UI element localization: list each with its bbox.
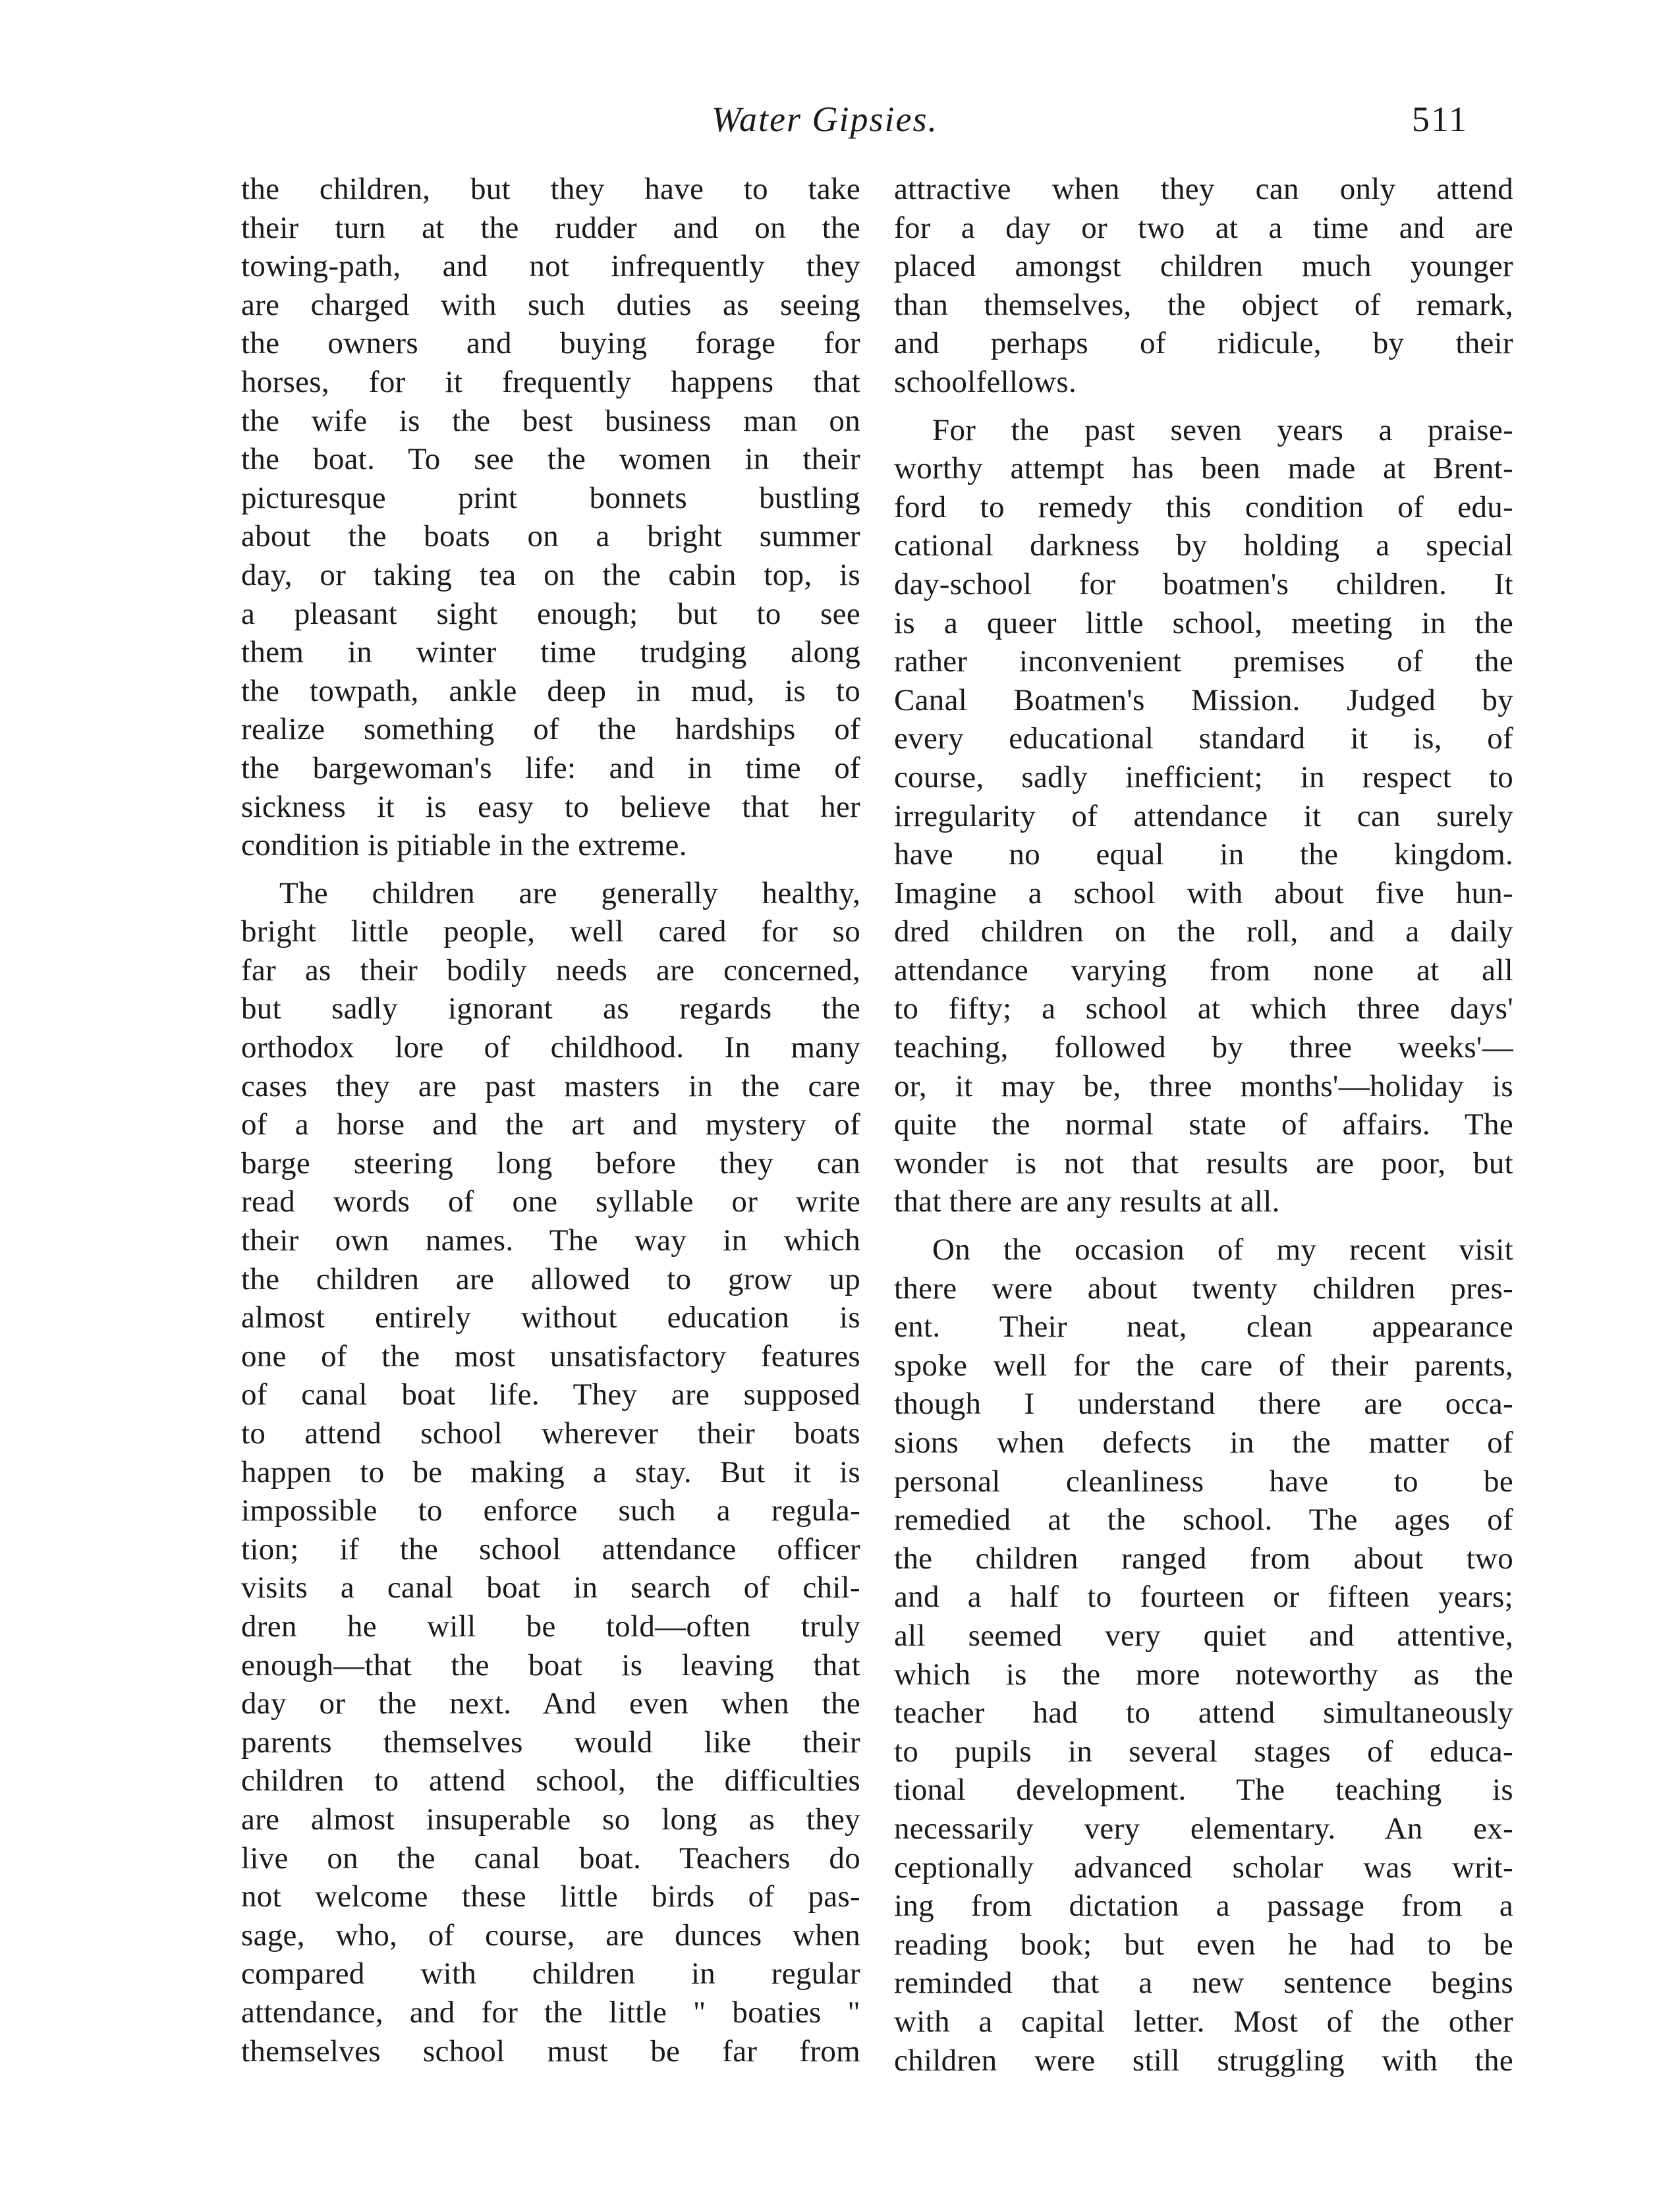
text-line: not welcome these little birds of pas- xyxy=(241,1879,860,1914)
text-line: remedied at the school. The ages of xyxy=(894,1503,1513,1538)
text-line: their turn at the rudder and on the xyxy=(241,210,860,245)
text-line: reading book; but even he had to be xyxy=(894,1927,1513,1962)
text-line: Canal Boatmen's Mission. Judged by xyxy=(894,682,1513,717)
text-line: rather inconvenient premises of the xyxy=(894,644,1513,679)
text-line: day-school for boatmen's children. It xyxy=(894,567,1513,601)
text-line: their own names. The way in which xyxy=(241,1223,860,1258)
text-line: sickness it is easy to believe that her xyxy=(241,789,860,824)
text-line: than themselves, the object of remark, xyxy=(894,287,1513,322)
text-line: quite the normal state of affairs. The xyxy=(894,1107,1513,1142)
text-line: with a capital letter. Most of the other xyxy=(894,2004,1513,2039)
text-line: Imagine a school with about five hun- xyxy=(894,875,1513,910)
text-line: condition is pitiable in the extreme. xyxy=(241,828,687,863)
text-line: to fifty; a school at which three days' xyxy=(894,991,1513,1026)
text-line: but sadly ignorant as regards the xyxy=(241,991,860,1026)
text-line: that there are any results at all. xyxy=(894,1184,1280,1219)
text-line: is a queer little school, meeting in the xyxy=(894,605,1513,640)
text-line: the wife is the best business man on xyxy=(241,403,860,438)
text-line: barge steering long before they can xyxy=(241,1146,860,1180)
text-line: every educational standard it is, of xyxy=(894,721,1513,756)
paragraph-gap xyxy=(894,1221,1513,1231)
text-line: and a half to fourteen or fifteen years; xyxy=(894,1580,1513,1615)
text-line: horses, for it frequently happens that xyxy=(241,364,860,399)
text-line: attendance, and for the little " boaties " xyxy=(241,1995,860,2030)
text-line: are charged with such duties as seeing xyxy=(241,287,860,322)
text-line: of canal boat life. They are supposed xyxy=(241,1377,860,1412)
text-line: though I understand there are occa- xyxy=(894,1387,1513,1422)
text-line: orthodox lore of childhood. In many xyxy=(241,1030,860,1065)
right-text-column xyxy=(894,170,1513,2080)
text-line: reminded that a new sentence begins xyxy=(894,1966,1513,2001)
text-line: happen to be making a stay. But it is xyxy=(241,1455,860,1489)
text-line: or, it may be, three months'—holiday is xyxy=(894,1069,1513,1103)
text-line: attendance varying from none at all xyxy=(894,953,1513,987)
page-number: 511 xyxy=(1412,99,1468,139)
text-line: compared with children in regular xyxy=(241,1957,860,1991)
text-line: dren he will be told—often truly xyxy=(241,1609,860,1644)
text-line: picturesque print bonnets bustling xyxy=(241,480,860,515)
text-line: them in winter time trudging along xyxy=(241,635,860,670)
text-line: day or the next. And even when the xyxy=(241,1686,860,1721)
text-line: are almost insuperable so long as they xyxy=(241,1802,860,1837)
text-line: for a day or two at a time and are xyxy=(894,210,1513,245)
text-line: towing-path, and not infrequently they xyxy=(241,249,860,284)
text-line: wonder is not that results are poor, but xyxy=(894,1146,1513,1180)
text-line: dred children on the roll, and a daily xyxy=(894,914,1513,949)
text-line: read words of one syllable or write xyxy=(241,1184,860,1219)
text-line: sions when defects in the matter of xyxy=(894,1426,1513,1460)
text-line: tion; if the school attendance officer xyxy=(241,1532,860,1567)
text-line: a pleasant sight enough; but to see xyxy=(241,596,860,631)
text-line: almost entirely without education is xyxy=(241,1300,860,1335)
paragraph-gap xyxy=(894,402,1513,411)
text-line: The children are generally healthy, xyxy=(279,875,860,910)
text-line: one of the most unsatisfactory features xyxy=(241,1339,860,1374)
text-line: bright little people, well cared for so xyxy=(241,914,860,949)
text-line: there were about twenty children pres- xyxy=(894,1271,1513,1306)
text-line: the bargewoman's life: and in time of xyxy=(241,750,860,785)
text-line: the owners and buying forage for xyxy=(241,326,860,361)
text-line: which is the more noteworthy as the xyxy=(894,1657,1513,1692)
text-line: sage, who, of course, are dunces when xyxy=(241,1918,860,1953)
text-line: to pupils in several stages of educa- xyxy=(894,1734,1513,1769)
left-text-column xyxy=(241,170,860,2070)
text-line: course, sadly inefficient; in respect to xyxy=(894,760,1513,794)
text-line: and perhaps of ridicule, by their xyxy=(894,326,1513,361)
text-line: children were still struggling with the xyxy=(894,2043,1513,2078)
text-line: have no equal in the kingdom. xyxy=(894,837,1513,872)
text-line: live on the canal boat. Teachers do xyxy=(241,1841,860,1875)
text-line: ford to remedy this condition of edu- xyxy=(894,489,1513,524)
running-title: Water Gipsies. xyxy=(712,99,939,139)
text-line: necessarily very elementary. An ex- xyxy=(894,1811,1513,1846)
paragraph-gap xyxy=(241,865,860,874)
text-line: to attend school wherever their boats xyxy=(241,1416,860,1451)
text-line: the children are allowed to grow up xyxy=(241,1262,860,1296)
text-line: visits a canal boat in search of chil- xyxy=(241,1570,860,1605)
text-line: the children, but they have to take xyxy=(241,172,860,206)
text-line: teaching, followed by three weeks'— xyxy=(894,1030,1513,1065)
text-line: themselves school must be far from xyxy=(241,2034,860,2068)
text-line: worthy attempt has been made at Brent- xyxy=(894,451,1513,486)
text-line: attractive when they can only attend xyxy=(894,172,1513,206)
text-line: personal cleanliness have to be xyxy=(894,1464,1513,1499)
text-line: cational darkness by holding a special xyxy=(894,528,1513,563)
text-line: of a horse and the art and mystery of xyxy=(241,1107,860,1142)
text-line: enough—that the boat is leaving that xyxy=(241,1648,860,1682)
text-line: ent. Their neat, clean appearance xyxy=(894,1310,1513,1345)
text-line: about the boats on a bright summer xyxy=(241,519,860,554)
text-line: For the past seven years a praise- xyxy=(932,412,1513,447)
text-line: the towpath, ankle deep in mud, is to xyxy=(241,673,860,708)
text-line: teacher had to attend simultaneously xyxy=(894,1696,1513,1731)
text-line: all seemed very quiet and attentive, xyxy=(894,1618,1513,1653)
text-line: irregularity of attendance it can surely xyxy=(894,798,1513,833)
text-line: day, or taking tea on the cabin top, is xyxy=(241,557,860,592)
text-line: parents themselves would like their xyxy=(241,1725,860,1760)
text-line: far as their bodily needs are concerned, xyxy=(241,953,860,987)
text-line: ceptionally advanced scholar was writ- xyxy=(894,1850,1513,1885)
text-line: ing from dictation a passage from a xyxy=(894,1889,1513,1924)
text-line: placed amongst children much younger xyxy=(894,249,1513,284)
text-line: impossible to enforce such a regula- xyxy=(241,1493,860,1528)
text-line: schoolfellows. xyxy=(894,364,1077,399)
text-line: the children ranged from about two xyxy=(894,1541,1513,1576)
text-line: realize something of the hardships of xyxy=(241,712,860,747)
text-line: On the occasion of my recent visit xyxy=(932,1233,1513,1267)
text-line: tional development. The teaching is xyxy=(894,1773,1513,1808)
text-line: the boat. To see the women in their xyxy=(241,442,860,477)
text-line: cases they are past masters in the care xyxy=(241,1069,860,1103)
text-line: spoke well for the care of their parents, xyxy=(894,1348,1513,1383)
text-line: children to attend school, the difficulties xyxy=(241,1763,860,1798)
